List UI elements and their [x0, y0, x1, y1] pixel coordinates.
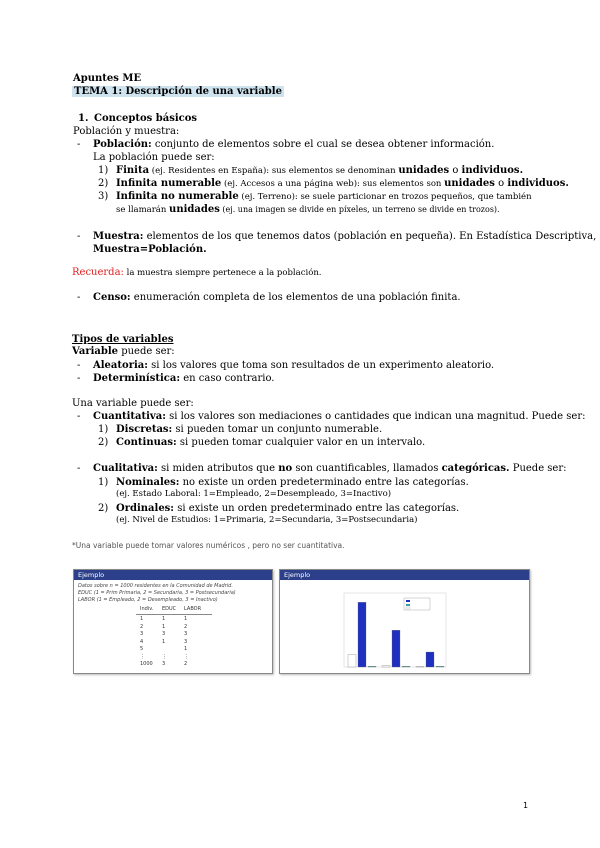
- bullet-dash: -: [77, 373, 81, 384]
- finita-text: (ej. Residentes en España): sus elementos se denominan: [149, 166, 399, 176]
- aleatoria-def: si los valores que toma son resultados de un experimento aleatorio.: [147, 360, 495, 371]
- table-cell: ⋮: [162, 653, 167, 660]
- bar-serie-2-cat-3: [426, 652, 434, 667]
- table-cell: 4: [140, 638, 144, 645]
- item-number: 3): [98, 191, 109, 202]
- infinita-numerable-term: Infinita numerable: [116, 178, 222, 189]
- item-number: 1): [98, 477, 109, 488]
- topic-title: [72, 85, 284, 98]
- infinita-line2-unidades: unidades: [169, 204, 220, 215]
- muestra-term: Muestra:: [93, 231, 144, 242]
- table-cell: 3: [162, 661, 166, 667]
- discretas-line: [116, 423, 382, 436]
- poblacion-def: conjunto de elementos sobre el cual se desea obtener información.: [151, 139, 495, 150]
- table-cell: 2: [184, 623, 188, 630]
- continuas-term: Continuas:: [116, 437, 177, 448]
- slide-title: Ejemplo: [280, 570, 529, 580]
- table-cell: 2: [184, 661, 188, 667]
- table-cell: ⋮: [184, 653, 189, 660]
- bullet-dash: -: [77, 360, 81, 371]
- infinita-numerable-o: o: [494, 178, 508, 189]
- cualitativa-line: [93, 462, 567, 475]
- item-number: 1): [98, 424, 109, 435]
- bar-serie-3-cat-3: [436, 666, 444, 667]
- recuerda-text: la muestra siempre pertenece a la población.: [123, 268, 322, 278]
- censo-line: [93, 291, 461, 304]
- table-cell: 3: [184, 631, 188, 637]
- slide-title: Ejemplo: [74, 570, 272, 580]
- poblacion-sub: La población puede ser:: [93, 152, 215, 163]
- bullet-dash: -: [77, 411, 81, 422]
- infinita-numerable-individuos: individuos.: [507, 178, 569, 189]
- cuantitativa-def: si los valores son mediaciones o cantidades que indican una magnitud. Puede ser:: [165, 411, 586, 422]
- page-number: 1: [523, 801, 529, 810]
- table-cell: 1: [162, 623, 166, 630]
- legend-swatch: [406, 607, 410, 609]
- bullet-dash: -: [77, 292, 81, 303]
- cualitativa-def-a: si miden atributos que: [157, 463, 279, 474]
- section2-heading: Tipos de variables: [72, 334, 174, 345]
- cuantitativa-line: [93, 410, 585, 423]
- aleatoria-term: Aleatoria:: [93, 360, 148, 371]
- bar-serie-3-cat-2: [402, 666, 410, 667]
- section1-number: 1.: [78, 113, 89, 124]
- section1-intro: Población y muestra:: [73, 126, 180, 137]
- table-cell: 1: [184, 646, 188, 652]
- discretas-term: Discretas:: [116, 424, 173, 435]
- item-number: 2): [98, 178, 109, 189]
- legend-swatch: [406, 600, 410, 602]
- table-cell: 5: [140, 646, 144, 652]
- cualitativa-cat: categóricas.: [441, 463, 510, 474]
- variable-intro: puede ser:: [118, 346, 175, 357]
- variable-term: Variable: [72, 346, 119, 357]
- nominales-term: Nominales:: [116, 477, 180, 488]
- recuerda-line: [72, 266, 322, 280]
- infinita-numerable-text: (ej. Accesos a una página web): sus elementos son: [221, 179, 445, 189]
- discretas-def: si pueden tomar un conjunto numerable.: [172, 424, 383, 435]
- finita-o: o: [449, 165, 462, 176]
- table-cell: 2: [140, 623, 144, 630]
- finita-line: [116, 164, 523, 178]
- section2-intro: [72, 345, 175, 358]
- bullet-dash: -: [77, 463, 81, 474]
- ordinales-term: Ordinales:: [116, 503, 175, 514]
- item-number: 1): [98, 165, 109, 176]
- cuantitativa-term: Cuantitativa:: [93, 411, 166, 422]
- infinita-numerable-line: [116, 177, 569, 191]
- ordinales-example: (ej. Nivel de Estudios: 1=Primaria, 2=Secundaria, 3=Postsecundaria): [116, 515, 418, 525]
- infinita-no-numerable-line2: [116, 203, 500, 217]
- infinita-line2-b: (ej. una imagen se divide en píxeles, un terreno se divide en trozos).: [219, 205, 500, 214]
- also-line: Una variable puede ser:: [72, 398, 194, 409]
- slide-text-line: LABOR (1 = Empleado, 2 = Desempleado, 3 = Inactivo): [78, 597, 218, 603]
- aleatoria-line: [93, 359, 494, 372]
- item-number: 2): [98, 503, 109, 514]
- deterministica-line: [93, 372, 274, 385]
- infinita-numerable-unidades: unidades: [444, 178, 495, 189]
- deterministica-def: en caso contrario.: [180, 373, 275, 384]
- table-header-cell: Indiv.: [140, 606, 154, 612]
- table-cell: 1: [162, 616, 166, 622]
- censo-def: enumeración completa de los elementos de una población finita.: [130, 292, 461, 303]
- bar-serie-2-cat-2: [392, 630, 400, 667]
- infinita-no-numerable-term: Infinita no numerable: [116, 191, 239, 202]
- bullet-dash: -: [77, 231, 81, 242]
- legend: [404, 598, 430, 610]
- cualitativa-def-c: Puede ser:: [509, 463, 567, 474]
- table-cell: 1: [184, 616, 188, 622]
- bar-chart: [280, 581, 529, 673]
- bullet-dash: -: [77, 139, 81, 150]
- slide-text-line: Datos sobre n = 1000 residentes en la Comunidad de Madrid.: [78, 583, 233, 589]
- legend-swatch: [406, 604, 410, 606]
- bar-serie-2-cat-1: [358, 602, 366, 667]
- continuas-line: [116, 436, 425, 449]
- footnote: *Una variable puede tomar valores numéricos , pero no ser cuantitativa.: [72, 541, 345, 550]
- recuerda-label: Recuerda:: [72, 267, 124, 278]
- table-cell: 3: [184, 638, 188, 645]
- finita-unidades: unidades: [398, 165, 450, 176]
- deterministica-term: Determinística:: [93, 373, 181, 384]
- table-cell: ⋮: [140, 653, 145, 660]
- bar-serie-1-cat-2: [382, 666, 390, 667]
- bar-serie-1-cat-1: [348, 655, 356, 667]
- nominales-def: no existe un orden predeterminado entre las categorías.: [179, 477, 469, 488]
- infinita-line2-a: se llamarán: [116, 205, 170, 215]
- finita-individuos: individuos.: [461, 165, 524, 176]
- table-header-cell: LABOR: [184, 606, 202, 612]
- nominales-example: (ej. Estado Laboral: 1=Empleado, 2=Desempleado, 3=Inactivo): [116, 489, 392, 499]
- continuas-def: si pueden tomar cualquier valor en un intervalo.: [176, 437, 426, 448]
- table-header-cell: EDUC: [162, 606, 177, 612]
- poblacion-line: [93, 138, 494, 151]
- infinita-no-numerable-text: (ej. Terreno): se suele particionar en trozos pequeños, que también: [238, 192, 532, 202]
- bar-serie-3-cat-1: [368, 666, 376, 667]
- slide-text-line: EDUC (1 = Prim Primaria, 2 = Secundaria, 3 = Postsecundaria): [78, 590, 236, 596]
- table-cell: 3: [140, 631, 144, 637]
- cualitativa-no: no: [278, 463, 293, 474]
- bar-serie-1-cat-3: [416, 666, 424, 667]
- example-slide-table: [73, 569, 273, 674]
- table-cell: 1000: [140, 661, 153, 667]
- section1-heading: Conceptos básicos: [94, 113, 198, 124]
- ordinales-line: [116, 502, 459, 515]
- table-cell: 1: [162, 638, 166, 645]
- finita-term: Finita: [116, 165, 150, 176]
- topic-highlight: TEMA 1: Descripción de una variable: [74, 86, 282, 97]
- doc-title: Apuntes ME: [73, 73, 142, 84]
- infinita-no-numerable-line: [116, 190, 532, 204]
- cualitativa-def-b: son cuantificables, llamados: [292, 463, 442, 474]
- cualitativa-term: Cualitativa:: [93, 463, 158, 474]
- table-cell: 1: [140, 616, 144, 622]
- muestra-def: elementos de los que tenemos datos (población en pequeña). En Estadística Descriptiva,: [143, 231, 597, 242]
- censo-term: Censo:: [93, 292, 131, 303]
- example-slide-chart: [279, 569, 530, 674]
- muestra-line: [93, 230, 596, 243]
- muestra-line2: Muestra=Población.: [93, 244, 207, 255]
- table-cell: 3: [162, 631, 166, 637]
- nominales-line: [116, 476, 469, 489]
- item-number: 2): [98, 437, 109, 448]
- poblacion-term: Población:: [93, 139, 152, 150]
- ordinales-def: si existe un orden predeterminado entre las categorías.: [174, 503, 460, 514]
